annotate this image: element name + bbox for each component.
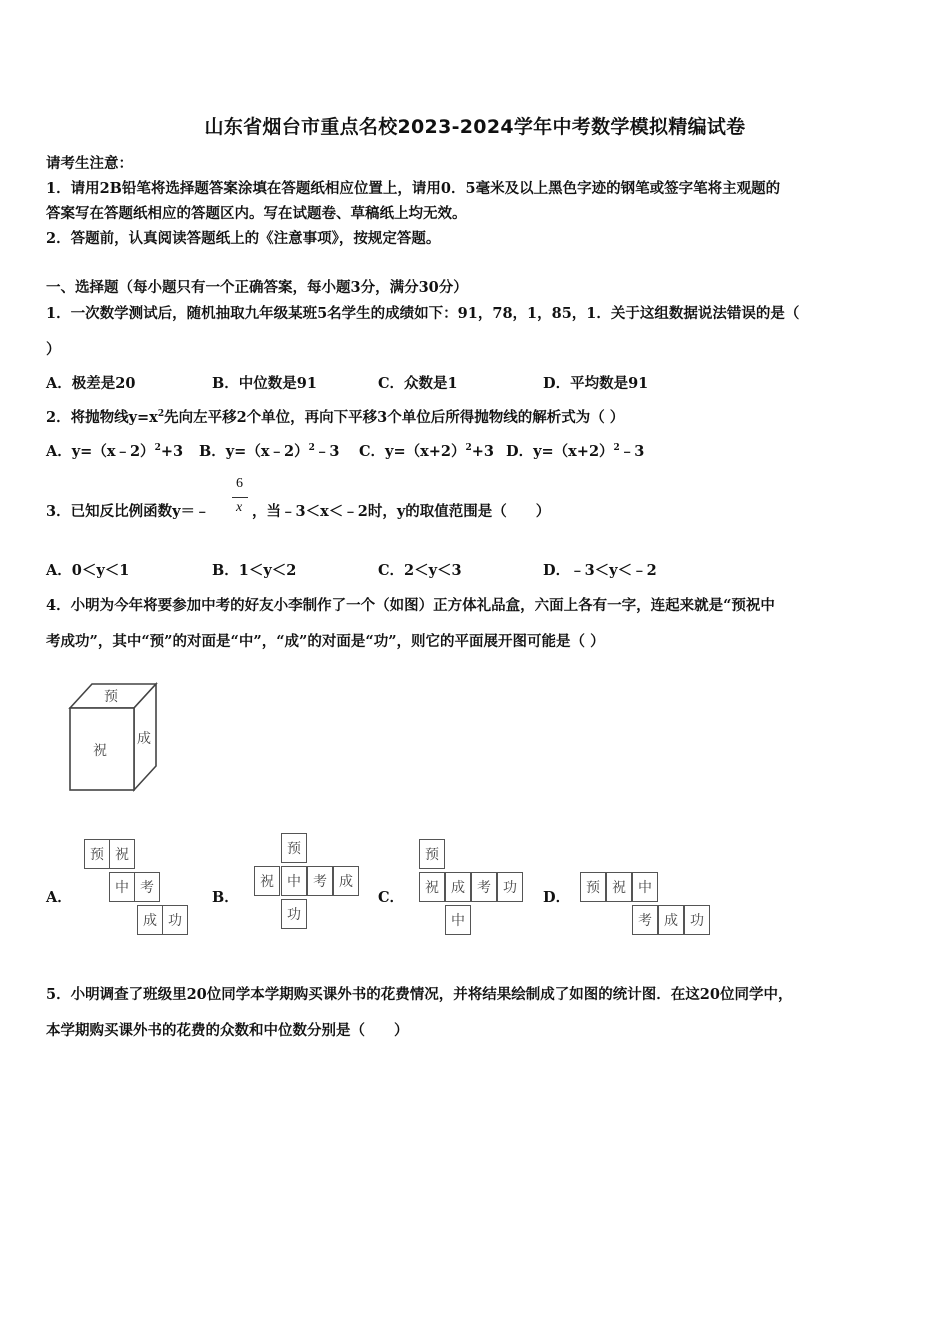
- net-d-cell: 成: [658, 905, 684, 935]
- q1-option-c[interactable]: C．众数是1: [378, 375, 458, 392]
- net-a-cell: 中: [109, 872, 135, 902]
- net-c-cell: 中: [445, 905, 471, 935]
- q1-option-a[interactable]: A．极差是20: [46, 375, 136, 392]
- net-d-cell: 中: [632, 872, 658, 902]
- net-b-cell: 功: [281, 899, 307, 929]
- notice-heading: 请考生注意：: [46, 155, 133, 172]
- cube-front-label: 祝: [93, 743, 107, 759]
- q2-option-b[interactable]: B．y=（x﹣2）$^2$﹣3: [199, 443, 340, 460]
- net-b-cell: 预: [281, 833, 307, 863]
- q4-option-b[interactable]: B．: [212, 889, 239, 906]
- q3-option-c[interactable]: C．2＜y＜3: [378, 562, 462, 579]
- net-d-cell: 预: [580, 872, 606, 902]
- q4-stem-line-1: 4．小明为今年将要参加中考的好友小李制作了一个（如图）正方体礼品盒，六面上各有一字，连起来就是“预祝中: [46, 597, 775, 614]
- cube-right-label: 成: [137, 731, 151, 747]
- q3-stem-pre: 3．已知反比例函数y＝﹣: [46, 503, 210, 520]
- net-a-cell: 考: [134, 872, 160, 902]
- q5-stem-line-1: 5．小明调查了班级里20位同学本学期购买课外书的花费情况，并将结果绘制成了如图的统计图．在这20位同学中，: [46, 986, 793, 1003]
- q3-option-d[interactable]: D．﹣3＜y＜﹣2: [543, 562, 657, 579]
- net-d-cell: 祝: [606, 872, 632, 902]
- net-a-cell: 成: [137, 905, 163, 935]
- net-b-cell: 成: [333, 866, 359, 896]
- q4-option-a[interactable]: A．: [46, 889, 72, 906]
- q3-option-b[interactable]: B．1＜y＜2: [212, 562, 297, 579]
- q3-stem-post: ，当﹣3＜x＜﹣2时，y的取值范围是（ ）: [252, 503, 551, 520]
- notice-item-1-line-1: 1．请用2B铅笔将选择题答案涂填在答题纸相应位置上，请用0．5毫米及以上黑色字迹的钢笔或签字笔将主观题的: [46, 180, 781, 197]
- q3-fraction-bar: [232, 497, 248, 498]
- q4-option-d[interactable]: D．: [543, 889, 571, 906]
- cube-top-label: 预: [104, 689, 118, 705]
- notice-item-2: 2．答题前，认真阅读答题纸上的《注意事项》，按规定答题。: [46, 230, 441, 247]
- q1-option-d[interactable]: D．平均数是91: [543, 375, 649, 392]
- q1-stem-line-2: ）: [46, 341, 61, 358]
- q2-option-a[interactable]: A．y=（x﹣2）$^2$+3: [46, 443, 184, 460]
- net-d-cell: 功: [684, 905, 710, 935]
- q3-fraction-denominator: x: [236, 500, 243, 515]
- notice-item-1-line-2: 答案写在答题纸相应的答题区内。写在试题卷、草稿纸上均无效。: [46, 205, 467, 222]
- net-a-cell: 预: [84, 839, 110, 869]
- q4-option-c[interactable]: C．: [378, 889, 405, 906]
- q2-stem: 2．将抛物线$y=x^2$先向左平移2个单位，再向下平移3个单位后所得抛物线的解析式为（ ）: [46, 409, 625, 426]
- net-d-cell: 考: [632, 905, 658, 935]
- q3-fraction-numerator: 6: [236, 476, 243, 491]
- q2-option-d[interactable]: D．$y=(x+2)^2﹣3$: [506, 443, 645, 460]
- page-title: 山东省烟台市重点名校2023-2024学年中考数学模拟精编试卷: [204, 116, 746, 138]
- q2-option-c[interactable]: C．$y=(x+2)^2+3$: [359, 443, 495, 460]
- q4-stem-line-2: 考成功”，其中“预”的对面是“中”，“成”的对面是“功”，则它的平面展开图可能是（ ）: [46, 633, 605, 650]
- section-heading: 一、选择题（每小题只有一个正确答案，每小题3分，满分30分）: [46, 279, 468, 296]
- net-b-cell: 祝: [254, 866, 280, 896]
- net-a-cell: 祝: [109, 839, 135, 869]
- q3-option-a[interactable]: A．0＜y＜1: [46, 562, 130, 579]
- q5-stem-line-2: 本学期购买课外书的花费的众数和中位数分别是（ ）: [46, 1022, 409, 1039]
- q1-stem-line-1: 1．一次数学测试后，随机抽取九年级某班5名学生的成绩如下：91，78，1，85，1．关于这组数据说法错误的是（: [46, 305, 800, 322]
- net-b-cell: 考: [307, 866, 333, 896]
- net-b-cell: 中: [281, 866, 307, 896]
- net-c-cell: 成: [445, 872, 471, 902]
- net-c-cell: 功: [497, 872, 523, 902]
- net-c-cell: 考: [471, 872, 497, 902]
- net-c-cell: 祝: [419, 872, 445, 902]
- net-c-cell: 预: [419, 839, 445, 869]
- gift-box-cube-figure: [64, 680, 164, 795]
- q1-option-b[interactable]: B．中位数是91: [212, 375, 317, 392]
- net-a-cell: 功: [162, 905, 188, 935]
